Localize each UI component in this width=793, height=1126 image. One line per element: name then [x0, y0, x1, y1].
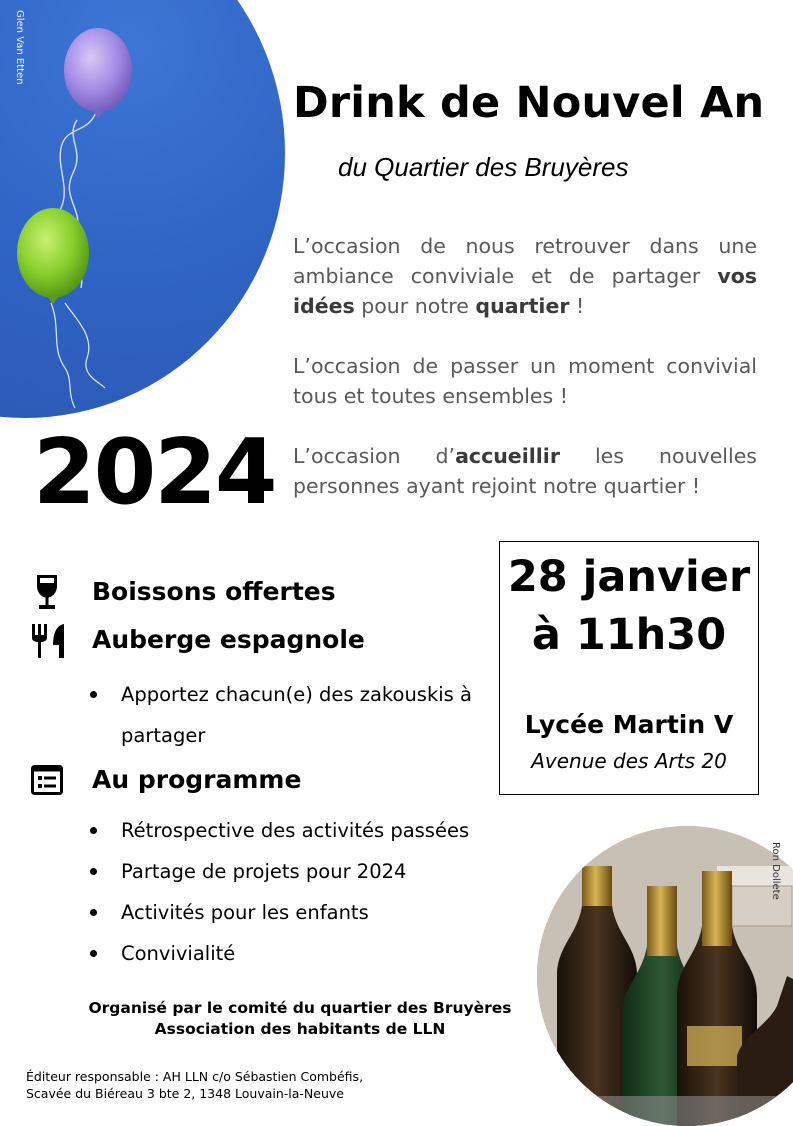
list-item: Apportez chacun(e) des zakouskis à partager [90, 674, 485, 756]
program-label: Au programme [92, 765, 302, 794]
program-list [90, 810, 485, 974]
list-item: Activités pour les enfants [90, 892, 485, 933]
list-icon [31, 765, 63, 795]
intro-1-text-a: L’occasion de nous retrouver dans une ambiance conviviale et de partager [293, 234, 757, 288]
page-subtitle: du Quartier des Bruyères [338, 152, 629, 182]
publisher-block [26, 1068, 363, 1102]
champagne-photo [537, 826, 793, 1126]
champagne-illustration [537, 826, 793, 1126]
intro-1-text-c: ! [569, 294, 585, 318]
event-time: à 11h30 [531, 610, 727, 660]
drinks-label: Boissons offertes [92, 577, 336, 606]
food-list [90, 674, 485, 756]
organiser-line-1: Organisé par le comité du quartier des Bruyères [88, 999, 512, 1017]
intro-1-bold-ideas: vos idées [293, 264, 757, 318]
event-address: Avenue des Arts 20 [531, 749, 727, 773]
wine-glass-icon [34, 574, 60, 610]
event-year: 2024 [33, 420, 276, 525]
intro-1-bold-quartier: quartier [475, 294, 570, 318]
page-title: Drink de Nouvel An [293, 78, 765, 128]
intro-3-text-a: L’occasion d’ [293, 444, 456, 468]
organiser-block [0, 998, 600, 1040]
fork-knife-icon [30, 623, 66, 659]
publisher-line-2: Scavée du Biéreau 3 bte 2, 1348 Louvain-la-Neuve [26, 1086, 344, 1101]
balloons-photo [0, 0, 285, 418]
list-item: Convivialité [90, 933, 485, 974]
food-label: Auberge espagnole [92, 625, 365, 654]
list-item: Rétrospective des activités passées [90, 810, 485, 851]
intro-1-text-b: pour notre [354, 294, 476, 318]
photo-credit-top-left: Glen Van Etten [14, 10, 25, 85]
intro-2-text: L’occasion de passer un moment convivial tous et toutes ensembles ! [293, 354, 757, 408]
event-date: 28 janvier [507, 552, 751, 602]
intro-paragraph-1 [293, 231, 757, 321]
event-date-box [499, 541, 759, 795]
intro-paragraph-3 [293, 441, 757, 501]
publisher-line-1: Éditeur responsable : AH LLN c/o Sébastien Combéfis, [26, 1069, 364, 1084]
intro-paragraph-2 [293, 351, 757, 411]
event-venue: Lycée Martin V [524, 710, 734, 739]
balloons-illustration [0, 0, 285, 418]
intro-3-bold-accueillir: accueillir [455, 444, 560, 468]
intro-3-text-b: les nouvelles personnes ayant rejoint notre quartier ! [293, 444, 757, 498]
organiser-line-2: Association des habitants de LLN [154, 1020, 446, 1038]
photo-credit-bottom-right: Ron Dollete [770, 842, 781, 900]
list-item: Partage de projets pour 2024 [90, 851, 485, 892]
